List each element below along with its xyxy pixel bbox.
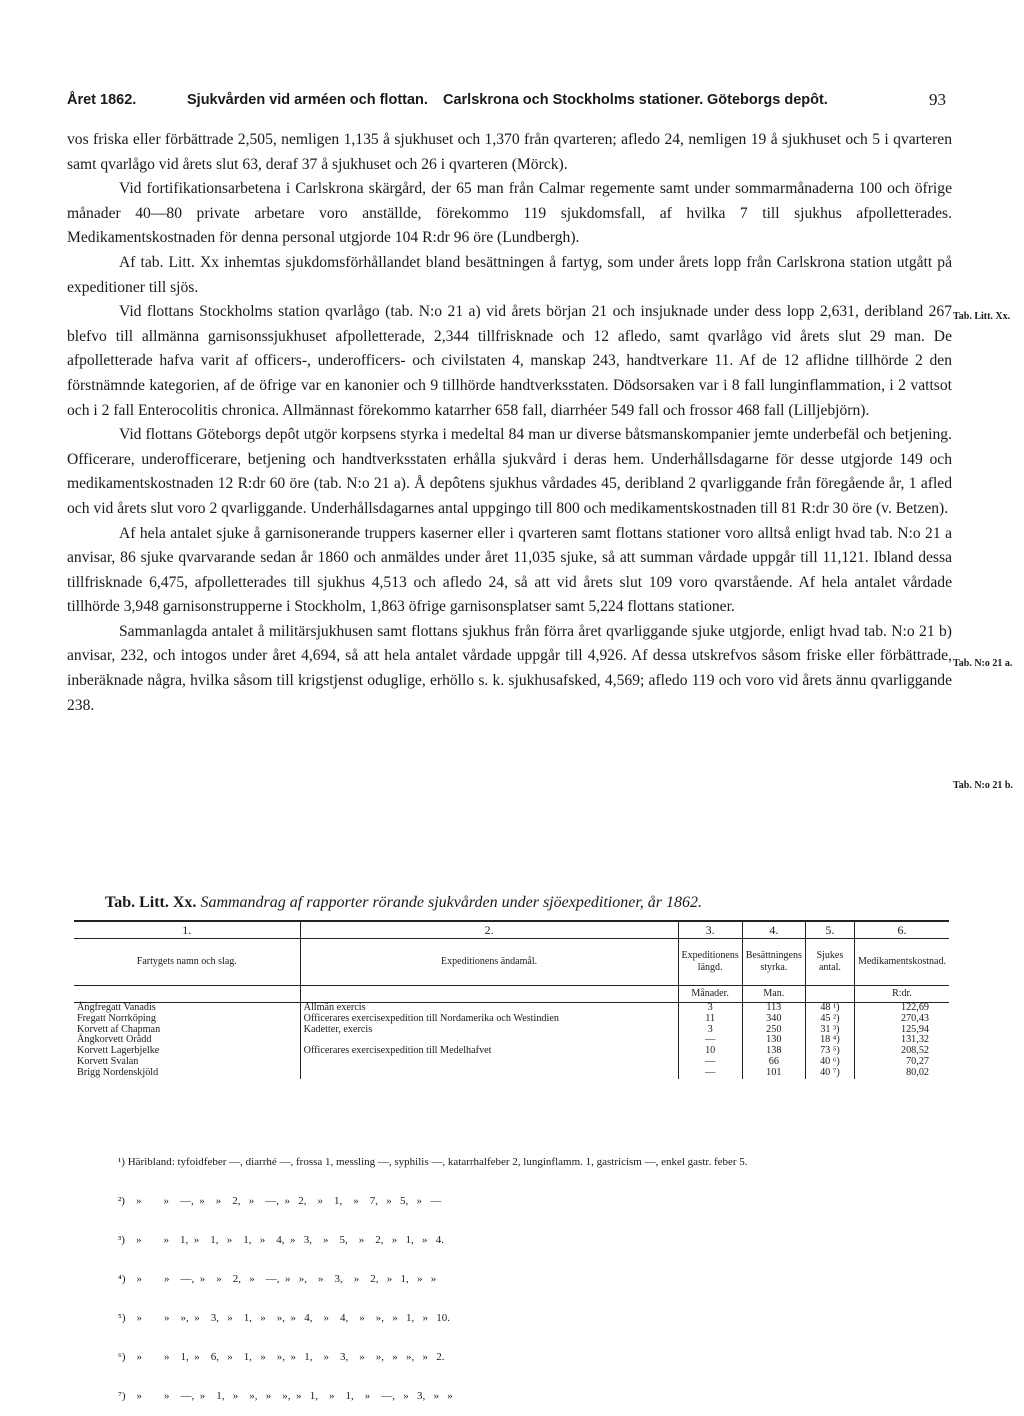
crew-strength: 138: [742, 1046, 805, 1057]
paragraph: Af hela antalet sjuke å garnisonerande truppers kaserner eller i qvarteren samt flottans stationer voro alltså enligt hvad tab. N:o 21 a anvisar, 86 sjuke qvarvarande sedan år 1860 och anmäldes under året 11,035 sjuke, så att summan vårdade uppgår till 11,121. Ibland dessa tillfrisknade 6,475, afpolletterades till sjukhus 4,513 och afledo 24, så att vid årets slut 109 voro qvarstående. Af hela antalet vårdade tillhörde 3,948 garnisonstrupperne i Stockholm, 1,863 öfrige garnisonsplatser samt 5,224 flottans stationer.: [67, 524, 952, 616]
unit-cell: [300, 986, 678, 1003]
column-header: Expeditionens längd.: [678, 939, 742, 986]
ship-name: Brigg Nordenskjöld: [77, 1066, 159, 1078]
expedition-length: 11: [678, 1014, 742, 1025]
ship-name: Korvett af Chapman: [77, 1023, 161, 1035]
expedition-purpose: [300, 1068, 678, 1079]
footnote: ²) » » —, » » 2, » —, » 2, » 1, » 7, » 5, » —: [118, 1195, 442, 1207]
column-number: 4.: [742, 922, 805, 939]
paragraph: Vid flottans Göteborgs depôt utgör korpsens styrka i medeltal 84 man ur diverse båtsmanskompanier jemte underbefäl och betjening. Officerare, underofficerare, betjening och handtverksstaten erhålla sjukvård i deras hem. Underhållsdagarne för desse utgjorde 149 och medikamentskostnaden 12 R:dr 60 öre (tab. N:o 21 a). Å depôtens sjukhus vårdades 45, deribland 2 qvarliggande från föregående år, 1 afled och vid årets slut voro 2 qvarliggande. Underhållsdagarnes antal uppgingo till 800 och medikamentskostnaden till 81 R:dr 30 öre (v. Betzen).: [67, 426, 952, 517]
crew-strength: 101: [742, 1068, 805, 1079]
header-year: Året 1862.: [67, 92, 137, 108]
header-stations: Carlskrona och Stockholms stationer.: [443, 92, 704, 108]
unit-cell: [74, 986, 300, 1003]
table-row: [74, 1014, 949, 1025]
table-row: [74, 1068, 949, 1079]
table-row: [74, 1046, 949, 1057]
crew-strength: 340: [742, 1014, 805, 1025]
table-row: [74, 1057, 949, 1068]
column-header: Expeditionens ändamål.: [300, 939, 678, 986]
column-header: Fartygets namn och slag.: [74, 939, 300, 986]
paragraph: Sammanlagda antalet å militärsjukhusen samt flottans sjukhus från förra året qvarliggande sjuke utgjorde, enligt hvad tab. N:o 21 b) anvisar, 232, och intogos under året 4,694, så att hela antalet vårdade uppgår till 4,926. Af dessa utskrefvos såsom friske eller förbättrade, inberäknade några, hvilka såsom till krigstjenst oduglige, erhöllo s. k. sjukhusafsked, 4,569; afledo 119 och voro vid årets ännu qvarliggande 238.: [67, 622, 952, 714]
medicine-cost: 70,27: [854, 1057, 949, 1068]
unit-cell: Man.: [742, 986, 805, 1003]
ship-name: Korvett Lagerbjelke: [77, 1045, 160, 1057]
sick-count: 40 ⁷): [805, 1068, 854, 1079]
ship-name: Korvett Svalan: [77, 1055, 139, 1067]
expedition-purpose: Officerares exercisexpedition till Medelhafvet: [300, 1046, 678, 1057]
column-header: Medikamentskostnad.: [854, 939, 949, 986]
unit-cell: [805, 986, 854, 1003]
ship-name: Ångkorvett Orädd: [77, 1034, 152, 1046]
footnote: ⁶) » » 1, » 6, » 1, » », » 1, » 3, » », » », » 2.: [118, 1351, 445, 1363]
table-title-text: Sammandrag af rapporter rörande sjukvården under sjöexpeditioner, år 1862.: [200, 894, 703, 911]
footnotes: [118, 1130, 748, 1416]
medicine-cost: 131,32: [854, 1035, 949, 1046]
table-row: [74, 1025, 949, 1036]
expedition-purpose: Kadetter, exercis: [300, 1025, 678, 1036]
expedition-length: 10: [678, 1046, 742, 1057]
expedition-purpose: [300, 1057, 678, 1068]
header-depot: Göteborgs depôt.: [707, 92, 828, 108]
medicine-cost: 208,52: [854, 1046, 949, 1057]
sick-count: 48 ¹): [805, 1003, 854, 1014]
unit-cell: R:dr.: [854, 986, 949, 1003]
footnote: ⁷) » » —, » 1, » », » », » 1, » 1, » —, » 3, » »: [118, 1390, 453, 1402]
paragraph: Vid flottans Stockholms station qvarlågo (tab. N:o 21 a) vid årets början 21 och insjuknade under dess lopp 2,631, deribland 267 blefvo till allmänna garnisonssjukhuset afpolletterade, 2,344 tillfrisknade och 12 afledo, samt qvarlågo vid årets slut 29 man. De afpolletterade hafva varit af officers-, underofficers- och civilstaten 4, manskap 243, handtverkare 11. Af de 12 aflidne tillhörde 2 den förstnämnde kategorien, af de öfrige var en kanonier och 9 tillhörde handtverksstaten. Dödsorsaken var i 8 fall lunginflammation, i 2 vattsot och i 2 fall Enterocolitis chronica. Allmännast förekommo katarrher 658 fall, diarrhéer 549 fall och frossor 468 fall (Lilljebjörn).: [67, 303, 952, 419]
ship-name: Ångfregatt Vanadis: [77, 1002, 156, 1013]
footnote: ⁵) » » », » 3, » 1, » », » 4, » 4, » », » 1, » 10.: [118, 1312, 450, 1324]
paragraph: Vid fortifikationsarbetena i Carlskrona skärgård, der 65 man från Calmar regemente samt under sommarmånaderna 100 och öfrige månader 40—80 private arbetare voro anställde, förekommo 119 sjukdomsfall, af hvilka 7 till sjukhus afpolletterades. Medikamentskostnaden för denna personal utgjorde 104 R:dr 96 öre (Lundbergh).: [67, 180, 952, 247]
footnote: ¹) Häribland: tyfoidfeber —, diarrhé —, frossa 1, messling —, syphilis —, katarrhalfeber 2, lunginflamm. 1, gastricism —, enkel gastr. feber 5.: [118, 1156, 748, 1168]
crew-strength: 66: [742, 1057, 805, 1068]
table-header-row: [74, 939, 949, 986]
medicine-cost: 122,69: [854, 1003, 949, 1014]
crew-strength: 113: [742, 1003, 805, 1014]
expedition-length: —: [678, 1035, 742, 1046]
margin-note: Tab. Litt. Xx.: [953, 311, 1011, 322]
body-text: [67, 128, 952, 718]
sick-count: 73 ⁵): [805, 1046, 854, 1057]
column-number: 3.: [678, 922, 742, 939]
expedition-purpose: Officerares exercisexpedition till Nordamerika och Westindien: [300, 1014, 678, 1025]
column-header: Besättningens styrka.: [742, 939, 805, 986]
column-number: 6.: [854, 922, 949, 939]
medicine-cost: 270,43: [854, 1014, 949, 1025]
ship-name: Fregatt Norrköping: [77, 1012, 156, 1024]
expedition-purpose: Allmän exercis: [300, 1003, 678, 1014]
expedition-length: —: [678, 1057, 742, 1068]
table-column-numbers: [74, 922, 949, 939]
column-number: 1.: [74, 922, 300, 939]
table-title: [105, 894, 702, 912]
table-title-label: Tab. Litt. Xx.: [105, 894, 197, 911]
margin-note: Tab. N:o 21 b.: [953, 780, 1013, 791]
crew-strength: 130: [742, 1035, 805, 1046]
medicine-cost: 125,94: [854, 1025, 949, 1036]
sick-count: 45 ²): [805, 1014, 854, 1025]
column-number: 2.: [300, 922, 678, 939]
footnote: ⁴) » » —, » » 2, » —, » », » 3, » 2, » 1, » »: [118, 1273, 437, 1285]
crew-strength: 250: [742, 1025, 805, 1036]
column-number: 5.: [805, 922, 854, 939]
table-units-row: [74, 986, 949, 1003]
expedition-length: 3: [678, 1025, 742, 1036]
expedition-length: 3: [678, 1003, 742, 1014]
paragraph: vos friska eller förbättrade 2,505, nemligen 1,135 å sjukhuset och 1,370 från qvarteren; afledo 24, nemligen 19 å sjukhuset och 5 i qvarteren samt qvarlågo vid årets slut 63, deraf 37 å sjukhuset och 26 i qvarteren (Mörck).: [67, 131, 952, 173]
margin-note: Tab. N:o 21 a.: [953, 658, 1013, 669]
medicine-cost: 80,02: [854, 1068, 949, 1079]
header-section: Sjukvården vid arméen och flottan.: [187, 92, 428, 108]
column-header: Sjukes antal.: [805, 939, 854, 986]
sick-count: 40 ⁶): [805, 1057, 854, 1068]
footnote: ³) » » 1, » 1, » 1, » 4, » 3, » 5, » 2, » 1, » 4.: [118, 1234, 444, 1246]
unit-cell: Månader.: [678, 986, 742, 1003]
paragraph: Af tab. Litt. Xx inhemtas sjukdomsförhållandet bland besättningen å fartyg, som under årets lopp från Carlskrona station utgått på expeditioner till sjös.: [67, 253, 952, 296]
running-header: [67, 92, 967, 114]
sick-count: 18 ⁴): [805, 1035, 854, 1046]
page-number: 93: [929, 90, 946, 109]
summary-table: [74, 922, 949, 1079]
expedition-length: —: [678, 1068, 742, 1079]
sick-count: 31 ³): [805, 1025, 854, 1036]
table-row: [74, 1035, 949, 1046]
